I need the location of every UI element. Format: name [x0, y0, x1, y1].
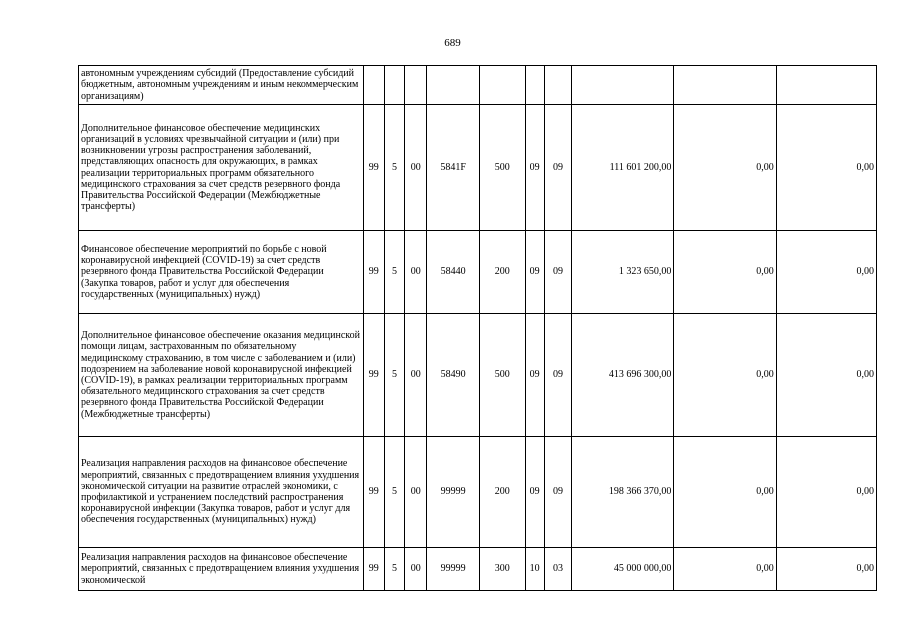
- table-row: [79, 314, 877, 437]
- program-code: 99: [363, 231, 384, 314]
- subprogram-code: 5: [384, 437, 404, 548]
- expense-type: [480, 66, 526, 105]
- direction-code: 99999: [427, 437, 480, 548]
- amount-year-3: 0,00: [776, 105, 876, 231]
- table-row: [79, 231, 877, 314]
- section-code: 09: [525, 105, 544, 231]
- amount-year-3: 0,00: [776, 548, 876, 591]
- event-code: 00: [405, 437, 427, 548]
- amount-year-2: [674, 66, 776, 105]
- expense-type: 300: [480, 548, 526, 591]
- direction-code: 5841F: [427, 105, 480, 231]
- row-description: Дополнительное финансовое обеспечение оказания медицинской помощи лицам, застрахованным по обязательному медицинскому страхованию, в том числе с заболеванием и (или) подозрением на заболевание новой коронавирусной инфекцией (COVID-19), в рамках реализации территориальных программ обязательного медицинского страхования за счет средств резервного фонда Правительства Российской Федерации (Межбюджетные трансферты): [79, 314, 364, 437]
- amount-year-1: 45 000 000,00: [572, 548, 674, 591]
- table-row: [79, 548, 877, 591]
- program-code: 99: [363, 314, 384, 437]
- row-description: Реализация направления расходов на финансовое обеспечение мероприятий, связанных с предотвращением влияния ухудшения экономической ситуации на развитие отраслей экономики, с профилактикой и устранением последствий распространения коронавирусной инфекции (Закупка товаров, работ и услуг для обеспечения государственных (муниципальных) нужд): [79, 437, 364, 548]
- subsection-code: 09: [544, 314, 571, 437]
- row-description: Финансовое обеспечение мероприятий по борьбе с новой коронавирусной инфекцией (COVID-19) за счет средств резервного фонда Правительства Российской Федерации (Закупка товаров, работ и услуг для обеспечения государственных (муниципальных) нужд): [79, 231, 364, 314]
- program-code: 99: [363, 437, 384, 548]
- row-description: Реализация направления расходов на финансовое обеспечение мероприятий, связанных с предотвращением влияния ухудшения экономической: [79, 548, 364, 591]
- program-code: 99: [363, 105, 384, 231]
- section-code: 10: [525, 548, 544, 591]
- table-row: [79, 437, 877, 548]
- expense-type: 200: [480, 437, 526, 548]
- amount-year-2: 0,00: [674, 437, 776, 548]
- event-code: 00: [405, 231, 427, 314]
- expense-type: 500: [480, 105, 526, 231]
- amount-year-1: 111 601 200,00: [572, 105, 674, 231]
- subprogram-code: 5: [384, 314, 404, 437]
- page-number: 689: [444, 37, 461, 49]
- amount-year-2: 0,00: [674, 105, 776, 231]
- event-code: 00: [405, 105, 427, 231]
- direction-code: 99999: [427, 548, 480, 591]
- section-code: 09: [525, 231, 544, 314]
- subprogram-code: 5: [384, 105, 404, 231]
- amount-year-1: [572, 66, 674, 105]
- table-row: [79, 105, 877, 231]
- amount-year-3: 0,00: [776, 437, 876, 548]
- subsection-code: [544, 66, 571, 105]
- amount-year-3: 0,00: [776, 314, 876, 437]
- subsection-code: 09: [544, 437, 571, 548]
- subsection-code: 03: [544, 548, 571, 591]
- direction-code: 58490: [427, 314, 480, 437]
- subprogram-code: 5: [384, 231, 404, 314]
- table-row: [79, 66, 877, 105]
- direction-code: 58440: [427, 231, 480, 314]
- expense-type: 200: [480, 231, 526, 314]
- amount-year-3: 0,00: [776, 231, 876, 314]
- event-code: [405, 66, 427, 105]
- direction-code: [427, 66, 480, 105]
- section-code: [525, 66, 544, 105]
- amount-year-3: [776, 66, 876, 105]
- subprogram-code: [384, 66, 404, 105]
- event-code: 00: [405, 314, 427, 437]
- section-code: 09: [525, 437, 544, 548]
- program-code: [363, 66, 384, 105]
- row-description: автономным учреждениям субсидий (Предоставление субсидий бюджетным, автономным учреждениям и иным некоммерческим организациям): [79, 66, 364, 105]
- subsection-code: 09: [544, 231, 571, 314]
- section-code: 09: [525, 314, 544, 437]
- program-code: 99: [363, 548, 384, 591]
- amount-year-1: 198 366 370,00: [572, 437, 674, 548]
- subprogram-code: 5: [384, 548, 404, 591]
- amount-year-2: 0,00: [674, 314, 776, 437]
- row-description: Дополнительное финансовое обеспечение медицинских организаций в условиях чрезвычайной ситуации и (или) при возникновении угрозы распространения заболеваний, представляющих опасность для окружающих, в рамках реализации территориальных программ обязательного медицинского страхования за счет средств резервного фонда Правительства Российской Федерации (Межбюджетные трансферты): [79, 105, 364, 231]
- expense-type: 500: [480, 314, 526, 437]
- amount-year-1: 1 323 650,00: [572, 231, 674, 314]
- amount-year-1: 413 696 300,00: [572, 314, 674, 437]
- budget-table: [78, 65, 877, 591]
- amount-year-2: 0,00: [674, 231, 776, 314]
- amount-year-2: 0,00: [674, 548, 776, 591]
- subsection-code: 09: [544, 105, 571, 231]
- event-code: 00: [405, 548, 427, 591]
